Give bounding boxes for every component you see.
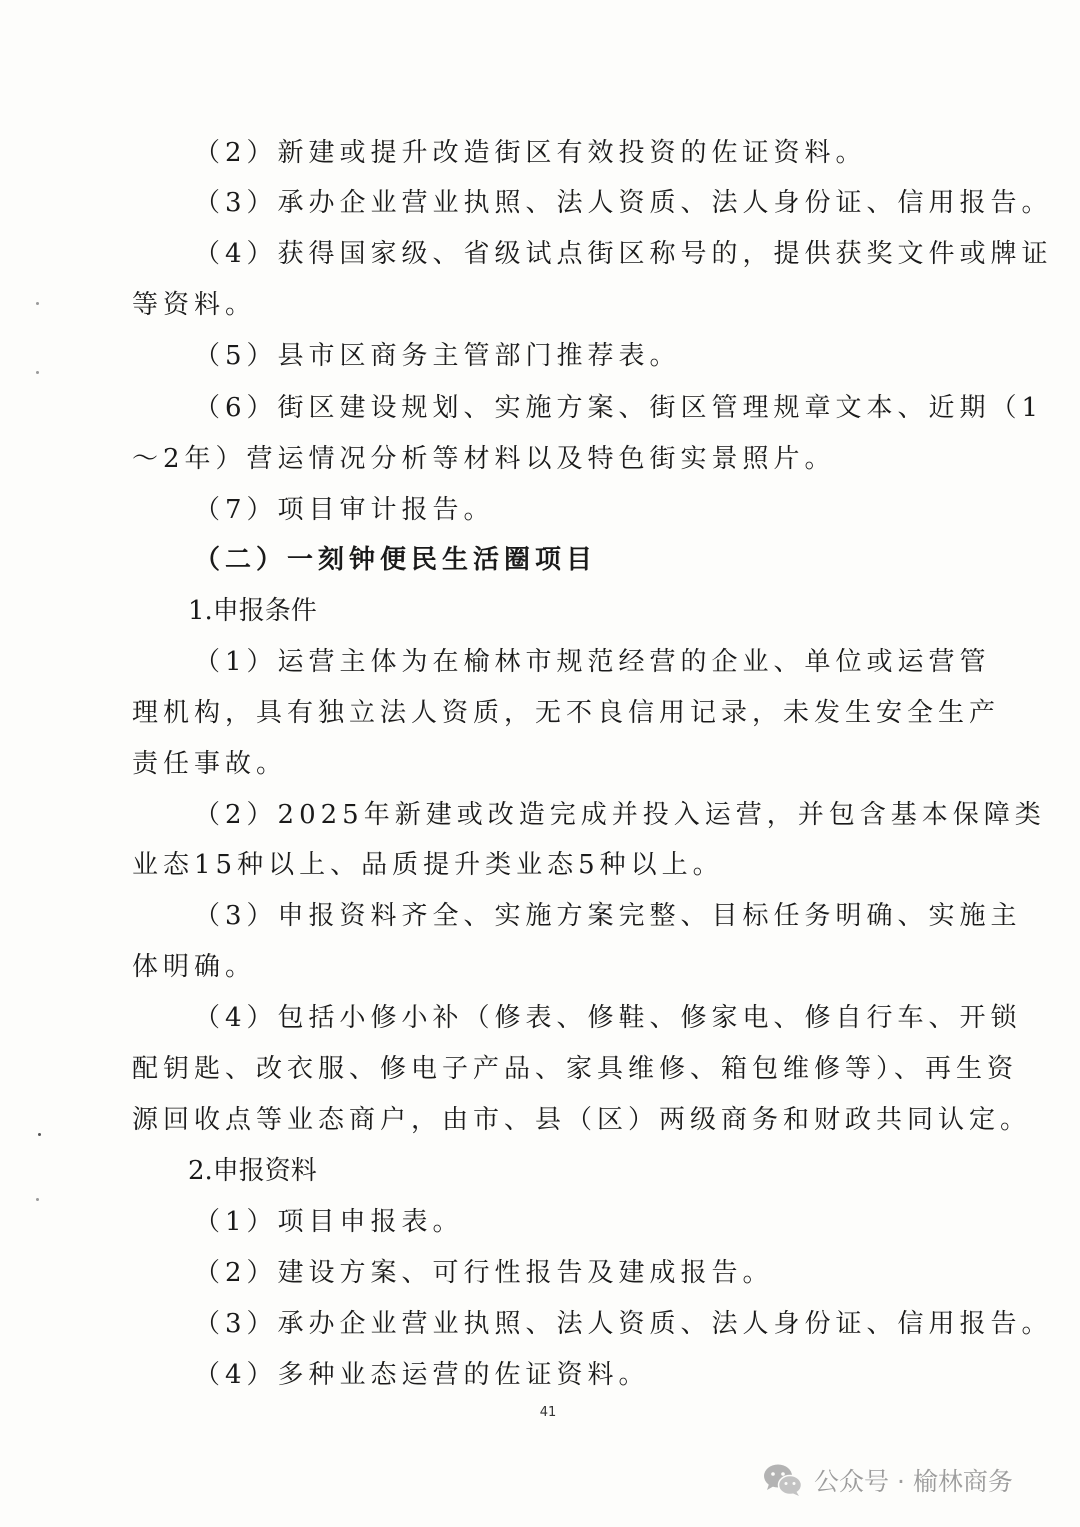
paragraph-line: （6）街区建设规划、实施方案、街区管理规章文本、近期（1 bbox=[194, 393, 1044, 423]
paragraph-line: 理机构，具有独立法人资质，无不良信用记录，未发生安全生产 bbox=[132, 698, 1001, 728]
scan-speck bbox=[36, 371, 39, 374]
paragraph-line: （2）新建或提升改造街区有效投资的佐证资料。 bbox=[194, 138, 867, 168]
paragraph-line: （3）承办企业营业执照、法人资质、法人身份证、信用报告。 bbox=[194, 1309, 1053, 1339]
paragraph-line: （1）项目申报表。 bbox=[194, 1207, 464, 1237]
paragraph-line: （2）建设方案、可行性报告及建成报告。 bbox=[194, 1258, 774, 1288]
paragraph-line: ～2年）营运情况分析等材料以及特色街实景照片。 bbox=[132, 444, 836, 474]
scan-speck bbox=[38, 1133, 41, 1136]
paragraph-line: （3）承办企业营业执照、法人资质、法人身份证、信用报告。 bbox=[194, 188, 1053, 218]
paragraph-line: 配钥匙、改衣服、修电子产品、家具维修、箱包维修等）、再生资 bbox=[132, 1054, 1019, 1084]
paragraph-line: 责任事故。 bbox=[132, 749, 288, 779]
paragraph-line: 体明确。 bbox=[132, 952, 257, 982]
paragraph-line: 源回收点等业态商户，由市、县（区）两级商务和财政共同认定。 bbox=[132, 1105, 1032, 1135]
scan-speck bbox=[36, 302, 39, 305]
paragraph-line: （4）获得国家级、省级试点街区称号的，提供获奖文件或牌证 bbox=[194, 239, 1053, 269]
subsection-heading: 1.申报条件 bbox=[188, 596, 317, 626]
paragraph-line: （1）运营主体为在榆林市规范经营的企业、单位或运营管 bbox=[194, 647, 991, 677]
paragraph-line: 业态15种以上、品质提升类业态5种以上。 bbox=[132, 850, 724, 880]
paragraph-line: （3）申报资料齐全、实施方案完整、目标任务明确、实施主 bbox=[194, 901, 1022, 931]
paragraph-line: （4）包括小修小补（修表、修鞋、修家电、修自行车、开锁 bbox=[194, 1003, 1022, 1033]
page-number: 41 bbox=[539, 1405, 557, 1420]
paragraph-line: （7）项目审计报告。 bbox=[194, 495, 495, 525]
paragraph-line: 等资料。 bbox=[132, 290, 257, 320]
wechat-icon bbox=[762, 1462, 804, 1498]
scan-speck bbox=[36, 1198, 39, 1201]
paragraph-line: （2）2025年新建或改造完成并投入运营，并包含基本保障类 bbox=[194, 800, 1046, 830]
paragraph-line: （5）县市区商务主管部门推荐表。 bbox=[194, 341, 681, 371]
paragraph-line: （4）多种业态运营的佐证资料。 bbox=[194, 1360, 650, 1390]
subsection-heading: 2.申报资料 bbox=[188, 1156, 317, 1186]
watermark-text: 公众号 · 榆林商务 bbox=[814, 1467, 1013, 1496]
section-heading: （二）一刻钟便民生活圈项目 bbox=[194, 545, 598, 575]
wechat-watermark bbox=[762, 1460, 1013, 1500]
